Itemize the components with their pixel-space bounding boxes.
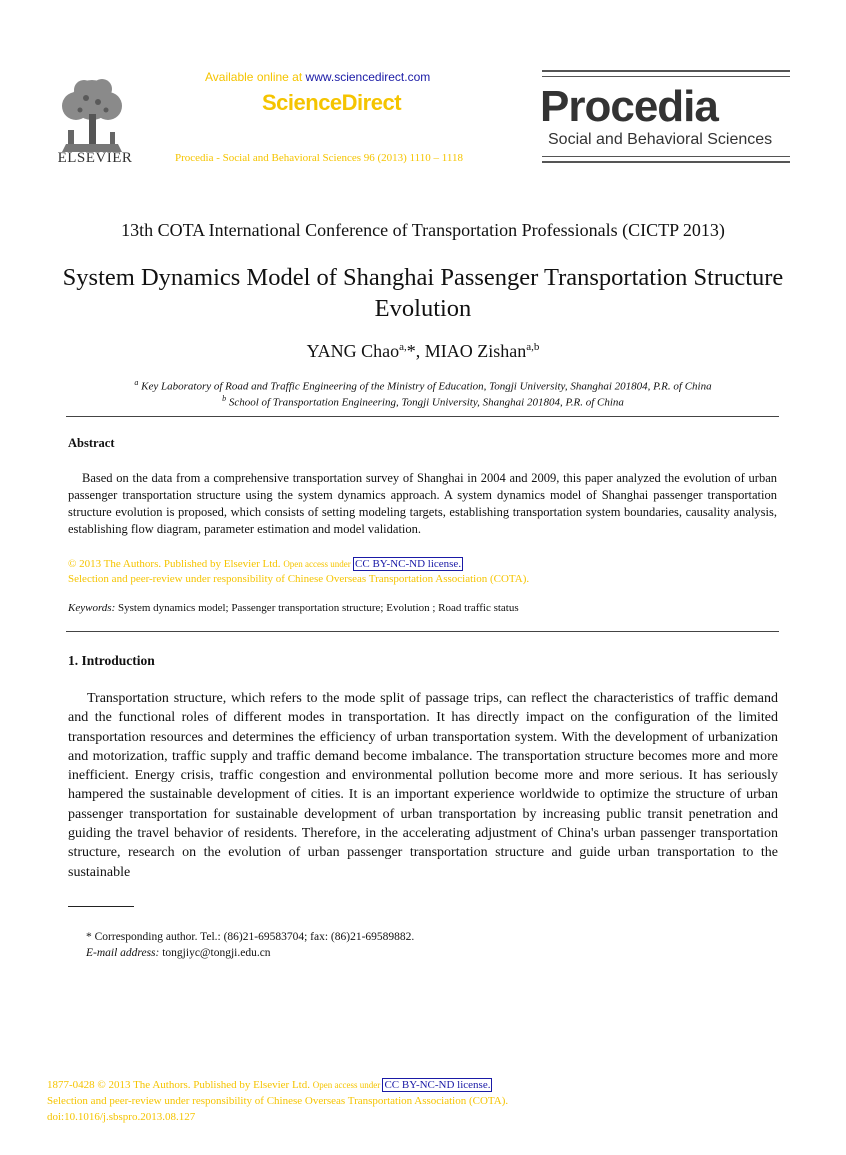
copyright-text: © 2013 The Authors. Published by Elsevier Ltd.: [68, 558, 284, 570]
introduction-paragraph: Transportation structure, which refers to the mode split of passage trips, can reflect the characteristics of traffic demand and the functional roles of different modes in transportation. It has directly impact on the configuration of the limited transportation resources and determines the efficiency of urban transportation system. With the development of urbanization and motorization, traffic supply and traffic demand become imbalance. The transportation structure becomes more and more inefficient. Energy crisis, traffic congestion and environmental pollution become more and more serious. It has seriously hampered the sustainable development of cities. It is an important experience worldwide to optimize the structure of urban passenger transportation for sustainable development of urban transportation by increasing public transit penetration and guiding the travel behavior of residents. Therefore, in the accelerating adjustment of China's urban passenger transportation structure, research on the evolution of urban passenger transportation structure and guide urban transportation to the sustainable: [68, 691, 778, 880]
procedia-logo-subtitle: Social and Behavioral Sciences: [548, 131, 773, 148]
elsevier-wordmark: ELSEVIER: [57, 150, 133, 166]
issn-copyright-text: 1877-0428 © 2013 The Authors. Published by Elsevier Ltd.: [47, 1079, 313, 1091]
logo-bottom-rule: [542, 161, 790, 163]
keywords-line: [68, 602, 519, 614]
affiliation-b: [0, 394, 846, 409]
footnote-rule: [68, 906, 134, 907]
affiliation-text: School of Transportation Engineering, Tongji University, Shanghai 201804, P.R. of China: [226, 396, 624, 409]
footer-peer-review-text: Selection and peer-review under responsibility of Chinese Overseas Transportation Association (COTA).: [47, 1095, 509, 1107]
affiliation-mark: b: [222, 394, 227, 403]
abstract-heading: Abstract: [68, 436, 115, 450]
keywords-text: System dynamics model; Passenger transportation structure; Evolution ; Road traffic status: [115, 602, 519, 614]
conference-name: 13th COTA International Conference of Transportation Professionals (CICTP 2013): [121, 220, 725, 240]
sciencedirect-url-link[interactable]: www.sciencedirect.com: [305, 70, 431, 84]
license-line: [68, 557, 529, 572]
footnote: [86, 929, 414, 961]
available-online-line: [205, 70, 430, 84]
logo-top-rule-thin: [542, 76, 790, 77]
peer-review-text: Selection and peer-review under responsibility of Chinese Overseas Transportation Association (COTA).: [68, 573, 530, 585]
paper-title: System Dynamics Model of Shanghai Passenger Transportation Structure Evolution: [62, 264, 784, 322]
author-affiliation-mark: a,b: [526, 341, 540, 353]
logo-top-rule: [542, 70, 790, 72]
available-online-text: Available online at: [205, 70, 306, 84]
affiliation-text: Key Laboratory of Road and Traffic Engineering of the Ministry of Education, Tongji University, Shanghai 201804, P.R. of China: [138, 380, 712, 393]
divider: [66, 416, 779, 417]
corresponding-author-note: * Corresponding author. Tel.: (86)21-69583704; fax: (86)21-69589882.: [86, 931, 415, 943]
sciencedirect-brand: ScienceDirect: [262, 90, 402, 115]
author-name: YANG Chao: [306, 341, 400, 361]
author-affiliation-mark: a,: [399, 341, 407, 353]
email-line: [86, 945, 414, 961]
corresponding-star: *: [406, 341, 416, 361]
keywords-label: Keywords:: [68, 602, 116, 614]
open-access-text: Open access under: [283, 559, 354, 569]
logo-bottom-rule-thin: [542, 156, 790, 157]
doi-text: doi:10.1016/j.sbspro.2013.08.127: [47, 1111, 196, 1123]
footer-license-link[interactable]: CC BY-NC-ND license.: [384, 1079, 491, 1091]
abstract-text: Based on the data from a comprehensive transportation survey of Shanghai in 2004 and 2009, this paper analyzed the evolution of urban passenger transportation structure using the system dynamics approach. A system dynamics model of Shanghai passenger transportation structure evolution is proposed, which consists of setting modeling targets, establishing transportation system boundaries, causality analysis, establishing flow diagram, parameter estimation and model validation.: [68, 471, 777, 536]
open-access-text: Open access under: [312, 1080, 383, 1090]
email-label: E-mail address:: [86, 947, 160, 959]
divider: [66, 631, 779, 632]
affiliation-a: [0, 378, 846, 393]
email-address: tongjiyc@tongji.edu.cn: [159, 947, 271, 959]
journal-reference: Procedia - Social and Behavioral Sciences 96 (2013) 1110 – 1118: [175, 152, 463, 164]
author-name: MIAO Zishan: [424, 341, 527, 361]
license-link[interactable]: CC BY-NC-ND license.: [355, 558, 462, 570]
affiliation-mark: a: [134, 378, 139, 387]
footer-license-line: [47, 1077, 508, 1093]
section-heading: 1. Introduction: [68, 653, 155, 668]
procedia-logo-title: Procedia: [540, 82, 718, 131]
page-footer: [47, 1077, 508, 1125]
license-block: [68, 557, 529, 587]
author-list: YANG Chao$^{a,}$*, MIAO Zishan$^{a,b}$: [306, 341, 540, 361]
